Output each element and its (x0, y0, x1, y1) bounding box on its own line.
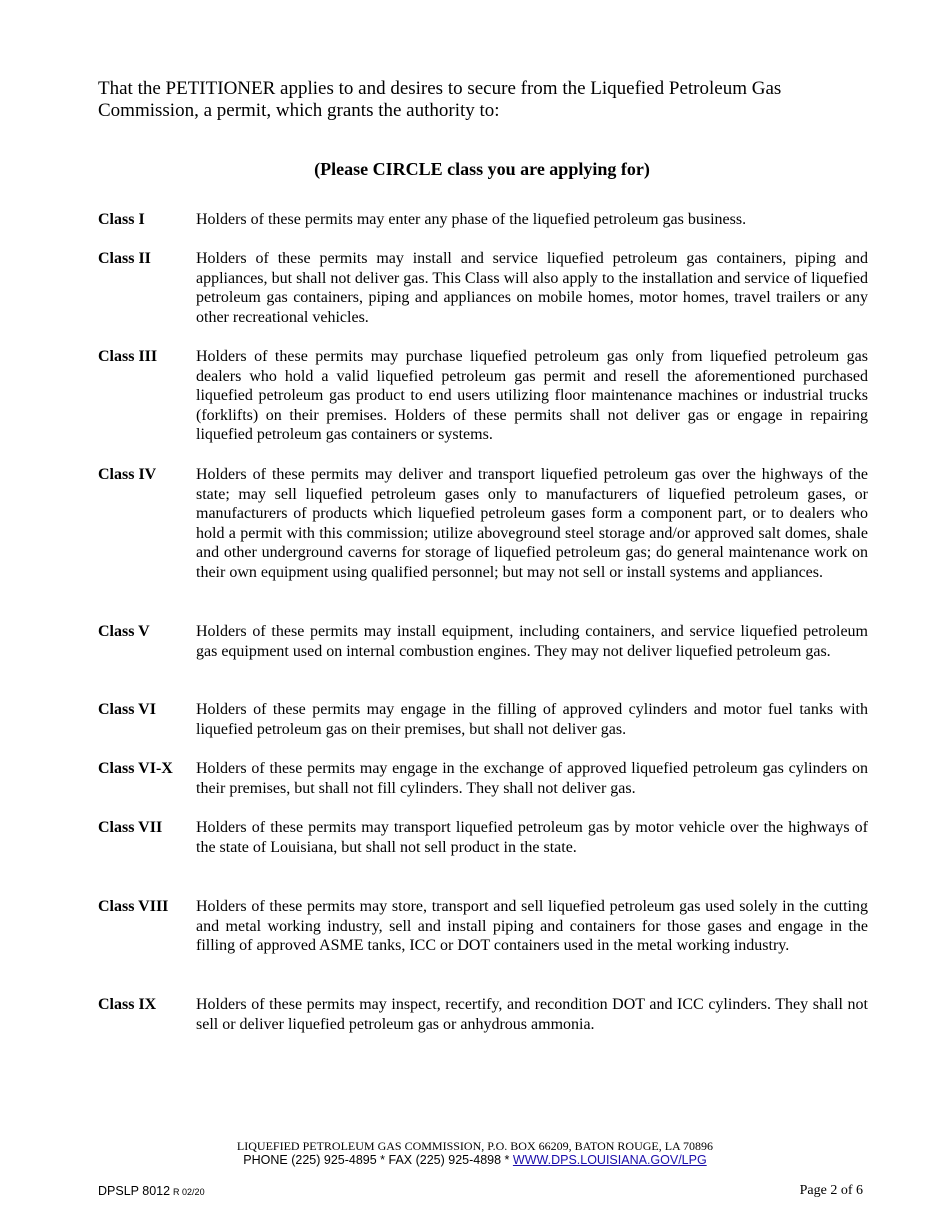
class-label: Class III (98, 348, 158, 365)
class-label: Class VII (98, 819, 163, 836)
class-label: Class VI-X (98, 760, 173, 777)
class-description: Holders of these permits may engage in the filling of approved cylinders and motor fuel tanks with liquefied petroleum gas on their premises, but shall not deliver gas. (196, 701, 868, 738)
class-item (98, 700, 868, 739)
class-description: Holders of these permits may purchase liquefied petroleum gas only from liquefied petroleum gas dealers who hold a valid liquefied petroleum gas permit and resell the aforementioned purchased liquefied petroleum gas product to end users utilizing floor maintenance machines or industrial trucks (forklifts) on their premises. Holders of these permits shall not deliver gas or engage in repairing liquefied petroleum gas containers or systems. (196, 348, 868, 444)
class-description: Holders of these permits may enter any phase of the liquefied petroleum gas business. (196, 211, 747, 228)
class-label: Class IX (98, 996, 157, 1013)
class-item (98, 347, 868, 445)
class-label: Class VIII (98, 898, 169, 915)
class-item (98, 818, 868, 857)
class-item (98, 210, 868, 230)
form-code (98, 1184, 205, 1198)
class-label: Class I (98, 211, 145, 228)
intro-paragraph: That the PETITIONER applies to and desires to secure from the Liquefied Petroleum Gas Commission, a permit, which grants the authority to: (98, 78, 782, 121)
class-item (98, 249, 868, 327)
class-description: Holders of these permits may engage in the exchange of approved liquefied petroleum gas cylinders on their premises, but shall not fill cylinders. They shall not deliver gas. (196, 760, 868, 797)
class-item (98, 995, 868, 1034)
class-label: Class V (98, 623, 150, 640)
footer-address: LIQUEFIED PETROLEUM GAS COMMISSION, P.O. BOX 66209, BATON ROUGE, LA 70896 (236, 1139, 714, 1153)
page-number: Page 2 of 6 (799, 1183, 863, 1198)
class-description: Holders of these permits may transport liquefied petroleum gas by motor vehicle over the highways of the state of Louisiana, but shall not sell product in the state. (196, 819, 868, 856)
form-revision: R 02/20 (173, 1187, 205, 1197)
class-description: Holders of these permits may deliver and transport liquefied petroleum gas over the highways of the state; may sell liquefied petroleum gases only to manufacturers of liquefied petroleum gases, or manufacturers of products which liquefied petroleum gases form a component part, or to dealers who hold a permit with this commission; utilize aboveground steel storage and/or approved salt domes, shale and other underground caverns for storage of liquefied petroleum gas; do general maintenance work on their own equipment using qualified personnel; but may not sell or install systems and appliances. (196, 466, 868, 581)
class-label: Class IV (98, 466, 157, 483)
contact-numbers: PHONE (225) 925-4895 * FAX (225) 925-4898 * (243, 1153, 513, 1167)
circle-instruction: (Please CIRCLE class you are applying for) (314, 159, 650, 179)
class-item (98, 622, 868, 661)
class-item (98, 465, 868, 583)
class-item (98, 759, 868, 798)
class-description: Holders of these permits may install and service liquefied petroleum gas containers, piping and appliances, but shall not deliver gas. This Class will also apply to the installation and service of liquefied petroleum gas containers, piping and appliances on mobile homes, motor homes, travel trailers or any other recreational vehicles. (196, 250, 868, 326)
class-item (98, 897, 868, 956)
footer-contact (0, 1153, 950, 1168)
class-label: Class II (98, 250, 151, 267)
class-description: Holders of these permits may inspect, recertify, and recondition DOT and ICC cylinders. They shall not sell or deliver liquefied petroleum gas or anhydrous ammonia. (196, 996, 868, 1033)
class-label: Class VI (98, 701, 156, 718)
class-description: Holders of these permits may install equipment, including containers, and service liquefied petroleum gas equipment used on internal combustion engines. They may not deliver liquefied petroleum gas. (196, 623, 868, 660)
class-description: Holders of these permits may store, transport and sell liquefied petroleum gas used solely in the cutting and metal working industry, sell and install piping and containers for those gases and engage in the filling of approved ASME tanks, ICC or DOT containers used in the metal working industry. (196, 898, 868, 955)
website-link[interactable]: WWW.DPS.LOUISIANA.GOV/LPG (512, 1153, 707, 1167)
form-number: DPSLP 8012 (98, 1184, 171, 1198)
